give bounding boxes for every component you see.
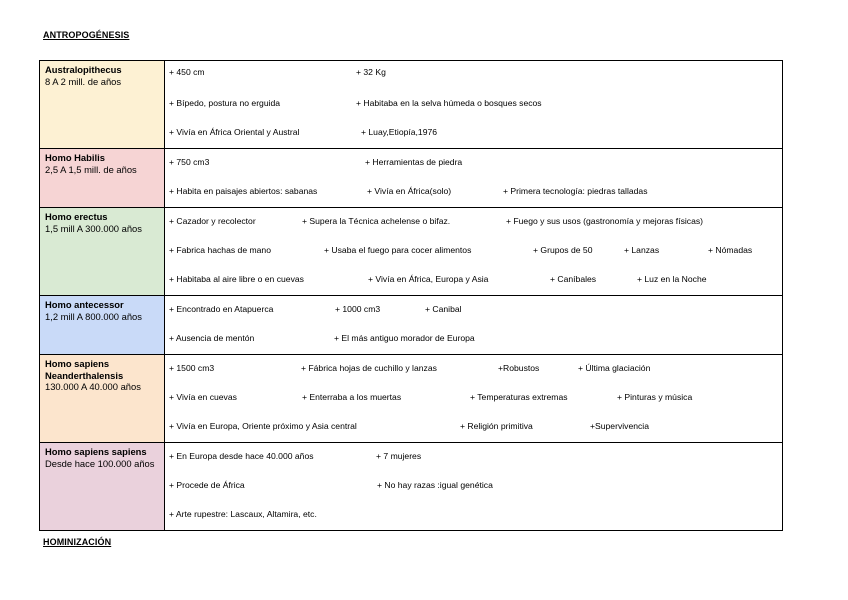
table-row xyxy=(40,355,783,443)
fact-item: + Nómadas xyxy=(708,245,753,255)
fact-item: +Supervivencia xyxy=(590,421,649,431)
fact-item: + Habitaba en la selva húmeda o bosques secos xyxy=(356,98,542,108)
fact-item: + Herramientas de piedra xyxy=(365,157,463,167)
species-cell xyxy=(40,208,165,296)
fact-item: + Bípedo, postura no erguida xyxy=(169,98,281,108)
table-row xyxy=(40,61,783,149)
fact-item: + Fabrica hachas de mano xyxy=(169,245,271,255)
fact-item: + Temperaturas extremas xyxy=(470,392,568,402)
table-row xyxy=(40,443,783,531)
fact-item: + Lanzas xyxy=(624,245,660,255)
fact-item: + Arte rupestre: Lascaux, Altamira, etc. xyxy=(169,509,317,519)
fact-item: + Luay,Etiopía,1976 xyxy=(361,127,438,137)
fact-item: + 1500 cm3 xyxy=(169,363,215,373)
fact-item: + Última glaciación xyxy=(578,363,651,373)
species-dates: 1,2 mill A 800.000 años xyxy=(45,310,142,322)
hominizacion-heading: HOMINIZACIÓN xyxy=(43,537,112,547)
facts-cell xyxy=(165,355,783,443)
fact-item: + 7 mujeres xyxy=(376,451,422,461)
fact-item: + Vivía en África(solo) xyxy=(367,186,452,196)
species-dates: 130.000 A 40.000 años xyxy=(45,381,141,392)
fact-item: + Encontrado en Atapuerca xyxy=(169,304,274,314)
fact-item: +Robustos xyxy=(498,363,540,373)
species-name: Homo erectus xyxy=(45,211,108,222)
fact-item: + Vivía en África, Europa y Asia xyxy=(368,274,489,284)
fact-item: + Usaba el fuego para cocer alimentos xyxy=(324,245,472,255)
fact-item: + Procede de África xyxy=(169,480,245,490)
fact-item: + Pinturas y música xyxy=(617,392,693,402)
fact-item: + Fuego y sus usos (gastronomía y mejoras físicas) xyxy=(506,216,704,226)
species-name: Homo Habilis xyxy=(45,152,105,163)
species-name: Australopithecus xyxy=(45,64,122,75)
fact-item: + No hay razas :igual genética xyxy=(377,480,493,490)
species-dates: 1,5 mill A 300.000 años xyxy=(45,222,142,234)
fact-item: + Vivía en África Oriental y Austral xyxy=(169,127,300,137)
species-cell xyxy=(40,443,165,531)
fact-item: + Vivía en cuevas xyxy=(169,392,237,402)
fact-item: + Luz en la Noche xyxy=(637,274,707,284)
fact-item: + Ausencia de mentón xyxy=(169,333,255,343)
species-dates: 8 A 2 mill. de años xyxy=(45,75,122,87)
species-dates: Desde hace 100.000 años xyxy=(45,457,155,469)
fact-item: + 32 Kg xyxy=(356,67,386,77)
fact-item: + Religión primitiva xyxy=(460,421,533,431)
species-name: Homo sapiens sapiens xyxy=(45,446,147,457)
fact-item: + 450 cm xyxy=(169,67,205,77)
fact-item: + En Europa desde hace 40.000 años xyxy=(169,451,314,461)
fact-item: + Habitaba al aire libre o en cuevas xyxy=(169,274,304,284)
species-table xyxy=(39,60,783,531)
facts-cell xyxy=(165,443,783,531)
fact-item: + Supera la Técnica achelense o bifaz. xyxy=(302,216,451,226)
fact-item: + Habita en paisajes abiertos: sabanas xyxy=(169,186,318,196)
species-cell xyxy=(40,355,165,443)
fact-item: + Fábrica hojas de cuchillo y lanzas xyxy=(301,363,437,373)
fact-item: + 1000 cm3 xyxy=(335,304,381,314)
species-name: Homo antecessor xyxy=(45,299,124,310)
antropogenesis-heading: ANTROPOGÉNESIS xyxy=(43,30,130,40)
fact-item: + El más antiguo morador de Europa xyxy=(334,333,475,343)
table-row xyxy=(40,149,783,208)
fact-item: + Vivía en Europa, Oriente próximo y Asia central xyxy=(169,421,357,431)
species-name: Homo sapiens Neanderthalensis xyxy=(45,358,124,381)
facts-cell xyxy=(165,61,783,149)
table-row xyxy=(40,296,783,355)
fact-item: + Enterraba a los muertas xyxy=(302,392,402,402)
species-cell xyxy=(40,61,165,149)
species-cell xyxy=(40,296,165,355)
facts-cell xyxy=(165,208,783,296)
fact-item: + Primera tecnología: piedras talladas xyxy=(503,186,648,196)
fact-item: + Grupos de 50 xyxy=(533,245,593,255)
species-dates: 2,5 A 1,5 mill. de años xyxy=(45,163,137,175)
fact-item: + Canibal xyxy=(425,304,462,314)
facts-cell xyxy=(165,296,783,355)
fact-item: + 750 cm3 xyxy=(169,157,210,167)
table-row xyxy=(40,208,783,296)
fact-item: + Caníbales xyxy=(550,274,597,284)
fact-item: + Cazador y recolector xyxy=(169,216,256,226)
facts-cell xyxy=(165,149,783,208)
species-cell xyxy=(40,149,165,208)
